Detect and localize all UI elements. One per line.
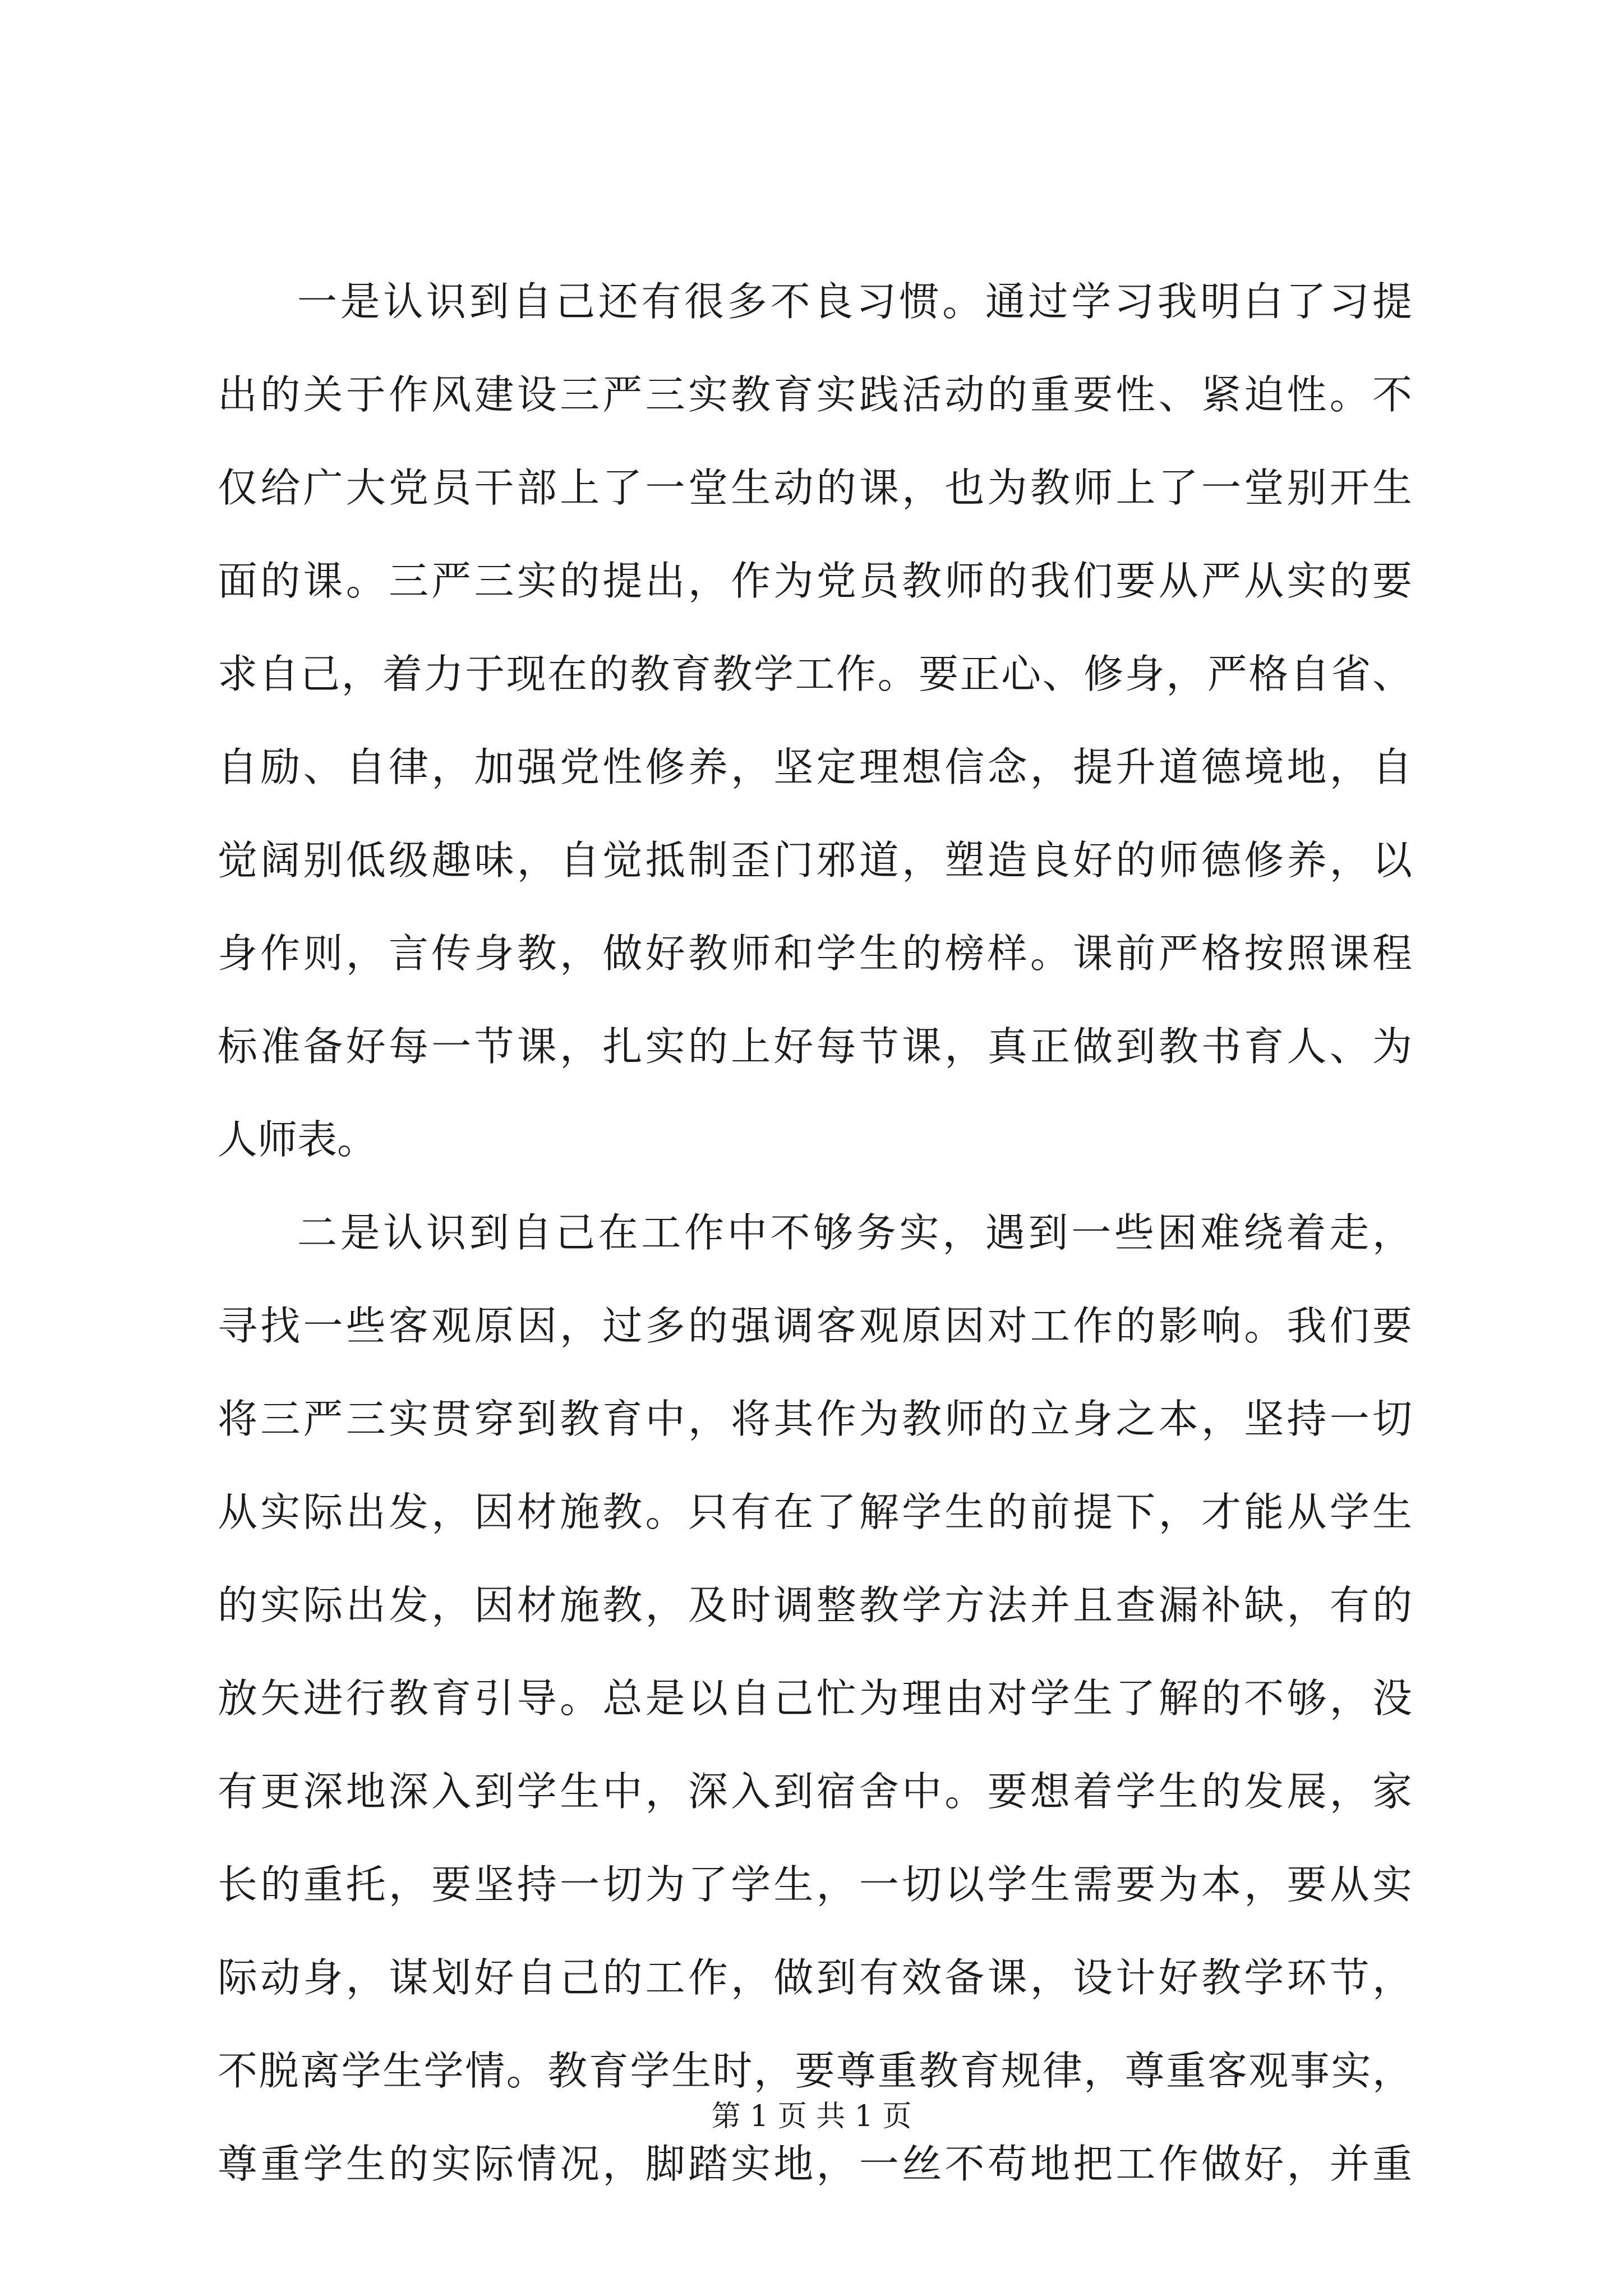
- paragraph-1-line-4: 面的课。三严三实的提出，作为党员教师的我们要从严从实的要: [218, 558, 1412, 604]
- paragraph-2-line-2: 寻找一些客观原因，过多的强调客观原因对工作的影响。我们要: [218, 1303, 1412, 1349]
- paragraph-2-line-3: 将三严三实贯穿到教育中，将其作为教师的立身之本，坚持一切: [218, 1396, 1412, 1442]
- paragraph-1-line-5: 求自己，着力于现在的教育教学工作。要正心、修身，严格自省、: [218, 651, 1412, 697]
- paragraph-1-line-6: 自励、自律，加强党性修养，坚定理想信念，提升道德境地，自: [218, 744, 1412, 790]
- paragraph-1-line-7: 觉阔别低级趣味，自觉抵制歪门邪道，塑造良好的师德修养，以: [218, 837, 1412, 884]
- paragraph-2-line-7: 有更深地深入到学生中，深入到宿舍中。要想着学生的发展，家: [218, 1768, 1412, 1815]
- paragraph-2-line-10: 不脱离学生学情。教育学生时，要尊重教育规律，尊重客观事实，: [218, 2047, 1412, 2094]
- paragraph-1-line-1: 一是认识到自己还有很多不良习惯。通过学习我明白了习提: [297, 278, 1412, 325]
- paragraph-2-line-8: 长的重托，要坚持一切为了学生，一切以学生需要为本，要从实: [218, 1861, 1412, 1908]
- page-footer: 第 1 页 共 1 页: [711, 2100, 912, 2133]
- paragraph-2-line-9: 际动身，谋划好自己的工作，做到有效备课，设计好教学环节，: [218, 1954, 1412, 2001]
- paragraph-2-line-5: 的实际出发，因材施教，及时调整教学方法并且查漏补缺，有的: [218, 1582, 1412, 1628]
- paragraph-2-line-4: 从实际出发，因材施教。只有在了解学生的前提下，才能从学生: [218, 1489, 1412, 1535]
- paragraph-2-line-11: 尊重学生的实际情况，脚踏实地，一丝不苟地把工作做好，并重: [218, 2141, 1412, 2187]
- paragraph-1-line-10: 人师表。: [218, 1116, 377, 1163]
- paragraph-2-line-6: 放矢进行教育引导。总是以自己忙为理由对学生了解的不够，没: [218, 1675, 1412, 1722]
- paragraph-1-line-9: 标准备好每一节课，扎实的上好每节课，真正做到教书育人、为: [218, 1023, 1412, 1070]
- document-body: [218, 255, 1412, 2211]
- paragraph-1-line-2: 出的关于作风建设三严三实教育实践活动的重要性、紧迫性。不: [218, 371, 1412, 418]
- paragraph-1-line-8: 身作则，言传身教，做好教师和学生的榜样。课前严格按照课程: [218, 930, 1412, 977]
- paragraph-2-line-1: 二是认识到自己在工作中不够务实，遇到一些困难绕着走，: [297, 1209, 1412, 1256]
- paragraph-1-line-3: 仅给广大党员干部上了一堂生动的课，也为教师上了一堂别开生: [218, 464, 1412, 511]
